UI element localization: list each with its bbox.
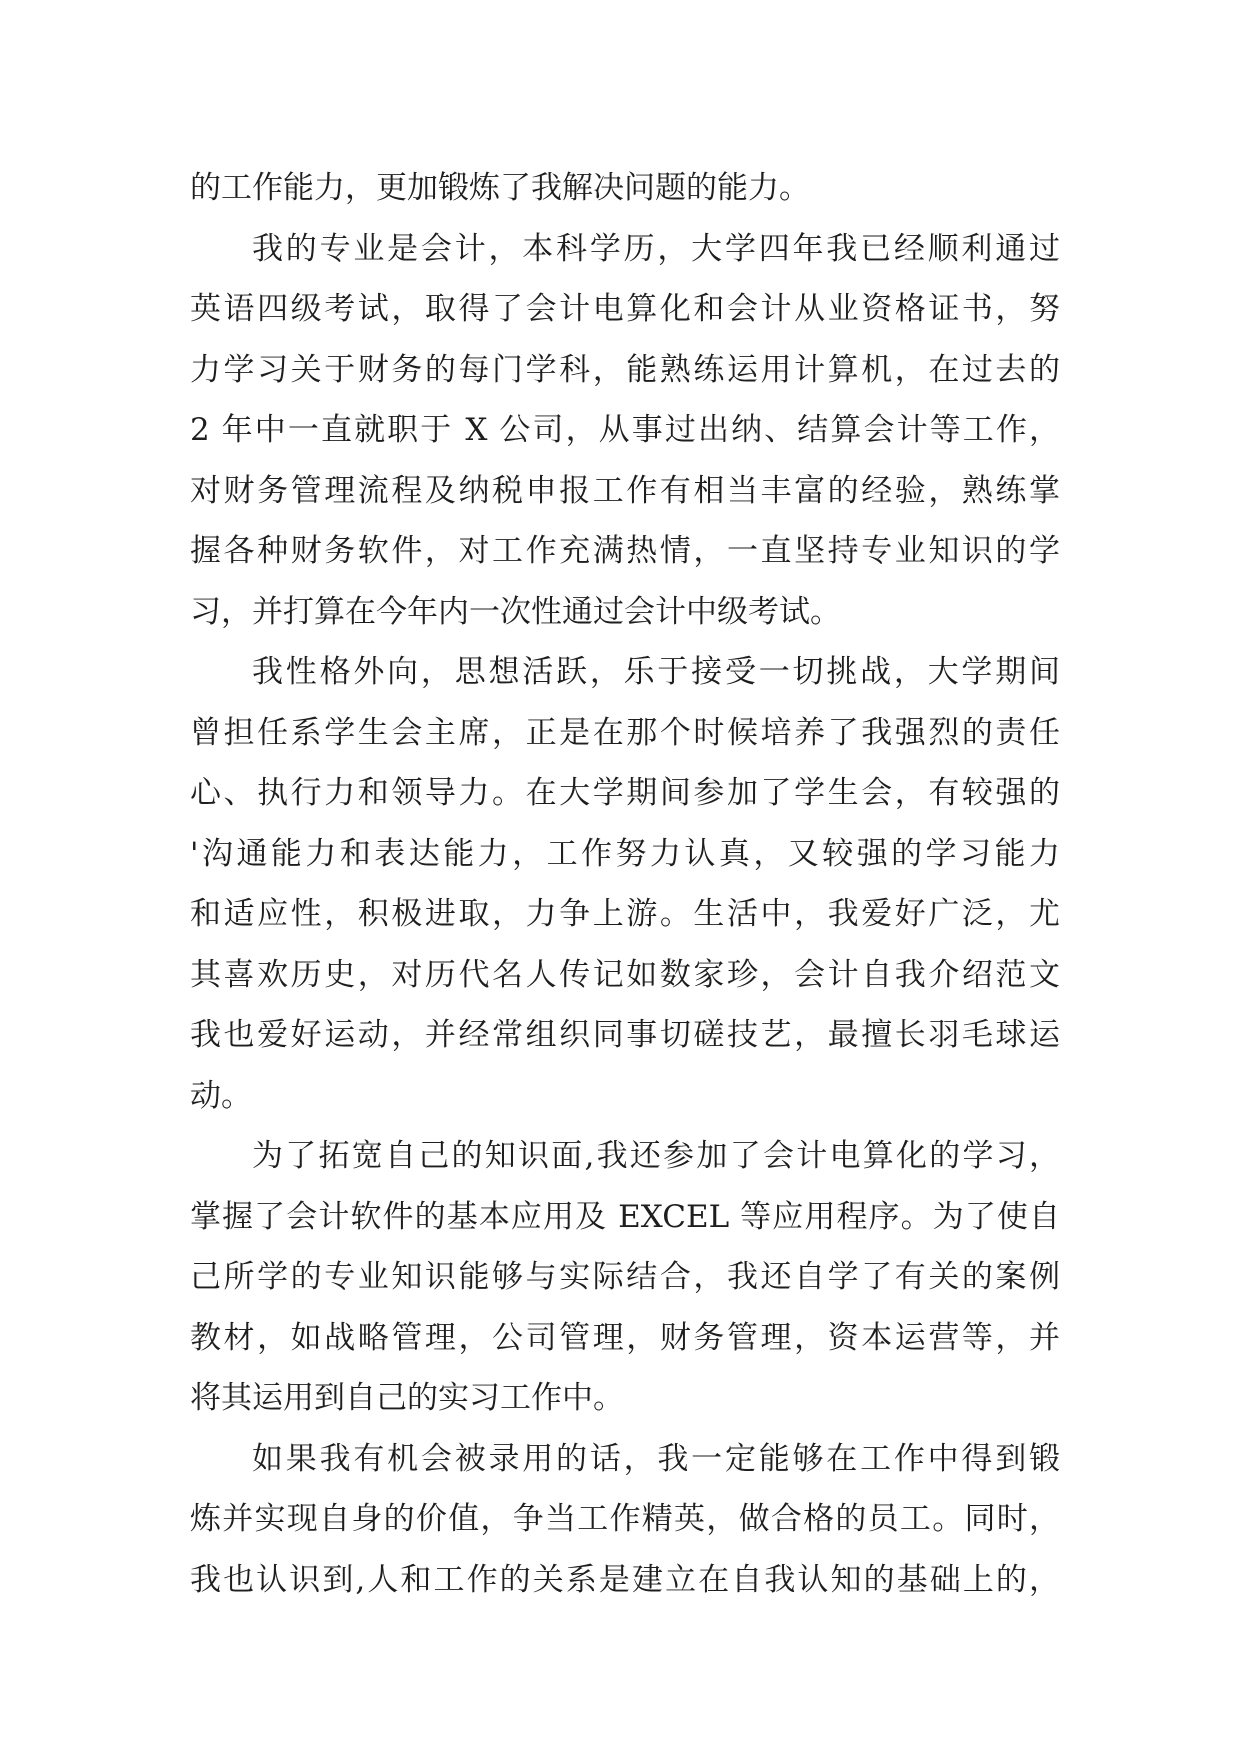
- text-line: 的工作能力，更加锻炼了我解决问题的能力。: [190, 170, 810, 206]
- text-line: 英语四级考试，取得了会计电算化和会计从业资格证书，努: [190, 291, 1060, 327]
- text-line: 动。: [190, 1077, 252, 1114]
- text-line: 心、执行力和领导力。在大学期间参加了学生会，有较强的: [190, 775, 1060, 811]
- text-line: 其喜欢历史，对历代名人传记如数家珍，会计自我介绍范文: [190, 956, 1060, 993]
- text-line: 力学习关于财务的每门学科，能熟练运用计算机，在过去的: [190, 351, 1060, 388]
- text-line: 我的专业是会计，本科学历，大学四年我已经顺利通过: [252, 230, 1060, 267]
- document-body: [190, 158, 1060, 1610]
- text-line: 炼并实现自身的价值，争当工作精英，做合格的员工。同时，: [190, 1501, 1060, 1537]
- paragraph-5: [190, 1429, 1060, 1611]
- paragraph-3: [190, 642, 1060, 1126]
- text-line: 教材，如战略管理，公司管理，财务管理，资本运营等，并: [190, 1319, 1060, 1356]
- paragraph-4: [190, 1126, 1060, 1429]
- text-line: 如果我有机会被录用的话，我一定能够在工作中得到锻: [252, 1440, 1060, 1477]
- text-line: 掌握了会计软件的基本应用及 EXCEL 等应用程序。为了使自: [190, 1198, 1060, 1235]
- text-line: 习，并打算在今年内一次性通过会计中级考试。: [190, 593, 841, 630]
- text-line: 对财务管理流程及纳税申报工作有相当丰富的经验，熟练掌: [190, 472, 1060, 509]
- text-line: '沟通能力和表达能力，工作努力认真，又较强的学习能力: [190, 835, 1060, 872]
- text-line: 为了拓宽自己的知识面,我还参加了会计电算化的学习，: [252, 1138, 1060, 1174]
- text-line: 我也认识到,人和工作的关系是建立在自我认知的基础上的，: [190, 1561, 1060, 1598]
- paragraph-2: [190, 219, 1060, 643]
- text-line: 和适应性，积极进取，力争上游。生活中，我爱好广泛，尤: [190, 896, 1060, 932]
- text-line: 2 年中一直就职于 X 公司，从事过出纳、结算会计等工作，: [190, 412, 1060, 448]
- text-line: 将其运用到自己的实习工作中。: [190, 1380, 624, 1416]
- text-line: 握各种财务软件，对工作充满热情，一直坚持专业知识的学: [190, 533, 1060, 569]
- text-line: 我也爱好运动，并经常组织同事切磋技艺，最擅长羽毛球运: [190, 1017, 1060, 1053]
- text-line: 曾担任系学生会主席，正是在那个时候培养了我强烈的责任: [190, 714, 1060, 751]
- text-line: 我性格外向，思想活跃，乐于接受一切挑战，大学期间: [252, 654, 1060, 690]
- paragraph-1: [190, 158, 1060, 219]
- text-line: 己所学的专业知识能够与实际结合，我还自学了有关的案例: [190, 1259, 1060, 1295]
